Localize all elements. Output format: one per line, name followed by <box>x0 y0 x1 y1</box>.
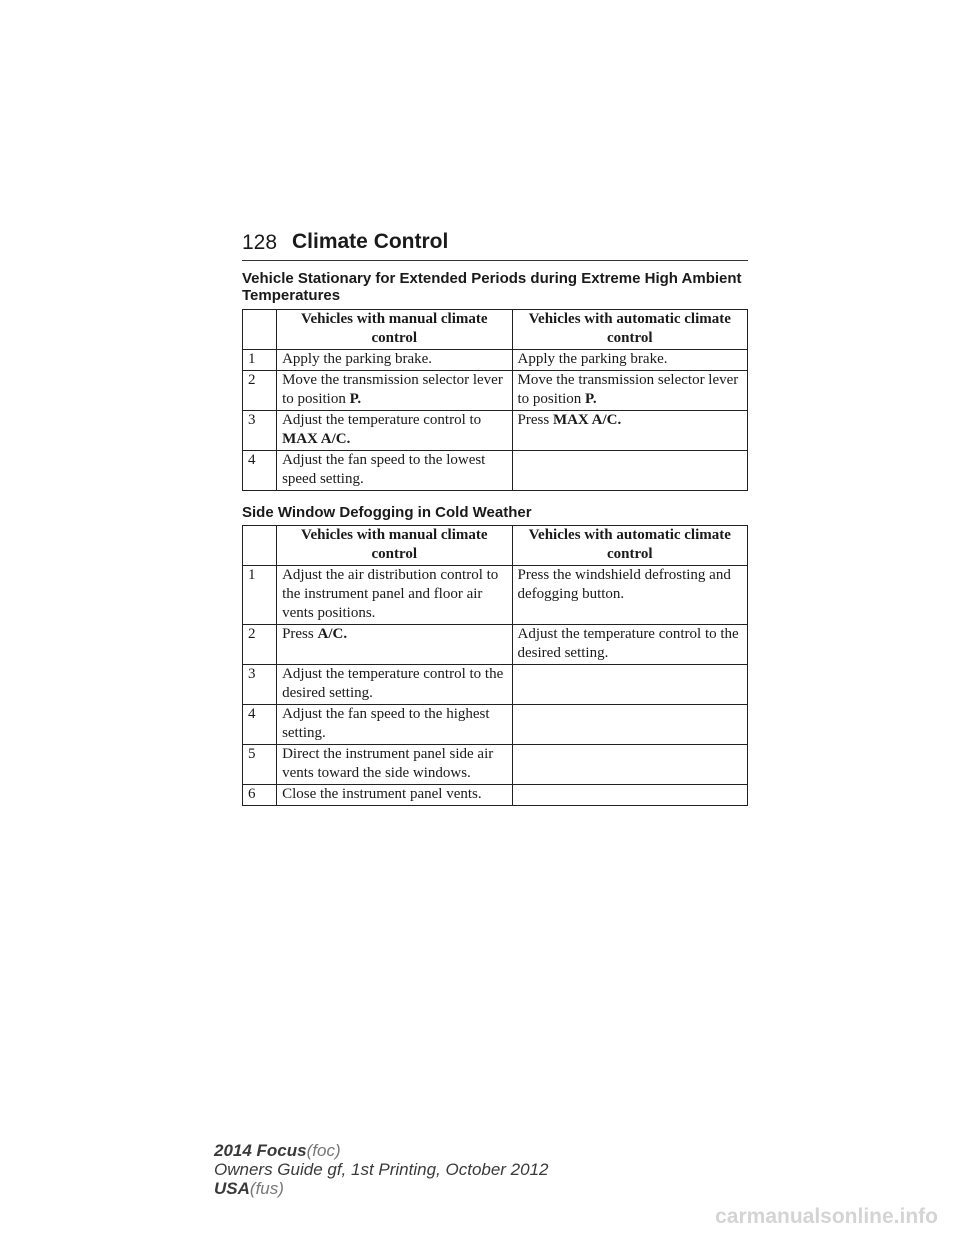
manual-instruction-control-name: MAX A/C. <box>282 431 351 447</box>
step-number: 3 <box>243 665 277 705</box>
table-row <box>243 566 748 625</box>
automatic-instruction-text: Press the windshield defrosting and defogging button. <box>517 567 731 602</box>
manual-instruction-control-name: P. <box>349 391 362 407</box>
automatic-instruction-control-name: P. <box>585 391 597 407</box>
manual-instruction <box>277 625 512 665</box>
table-row <box>243 451 748 491</box>
manual-instruction-text: Adjust the fan speed to the lowest speed setting. <box>282 452 486 487</box>
manual-instruction <box>277 411 512 451</box>
footer-line-guide: Owners Guide gf, 1st Printing, October 2012 <box>214 1160 549 1179</box>
step-number: 4 <box>243 451 277 491</box>
step-number: 2 <box>243 371 277 411</box>
manual-instruction-text: Adjust the fan speed to the highest setting. <box>282 706 490 741</box>
manual-instruction-text: Direct the instrument panel side air vents toward the side windows. <box>282 746 494 781</box>
section-title: Climate Control <box>292 230 449 253</box>
automatic-instruction <box>512 451 747 491</box>
table-row <box>243 371 748 411</box>
table-row <box>243 785 748 806</box>
page-header <box>242 229 748 261</box>
table-header-row <box>243 526 748 566</box>
step-number: 6 <box>243 785 277 806</box>
manual-instruction <box>277 665 512 705</box>
manual-instruction-text: Apply the parking brake. <box>282 351 433 367</box>
automatic-instruction <box>512 625 747 665</box>
automatic-instruction <box>512 566 747 625</box>
table-heading-extreme-heat: Vehicle Stationary for Extended Periods during Extreme High Ambient Temperatures <box>242 270 742 304</box>
automatic-instruction-text: Apply the parking brake. <box>517 351 668 367</box>
automatic-instruction-control-name: MAX A/C. <box>552 412 622 428</box>
step-column-header <box>243 526 277 566</box>
automatic-column-header: Vehicles with automatic climate control <box>512 310 747 350</box>
automatic-instruction-text: Move the transmission selector lever to position <box>517 372 739 407</box>
manual-instruction <box>277 350 512 371</box>
table-heading-side-window-defogging: Side Window Defogging in Cold Weather <box>242 504 532 521</box>
footer-line-market: USA(fus) <box>214 1179 284 1198</box>
table-row <box>243 665 748 705</box>
automatic-instruction <box>512 785 747 806</box>
step-number: 2 <box>243 625 277 665</box>
defogging-table <box>242 525 748 806</box>
manual-instruction-text: Close the instrument panel vents. <box>282 786 482 802</box>
automatic-instruction <box>512 411 747 451</box>
step-number: 3 <box>243 411 277 451</box>
automatic-column-header: Vehicles with automatic climate control <box>512 526 747 566</box>
manual-column-header: Vehicles with manual climate control <box>277 526 512 566</box>
step-column-header <box>243 310 277 350</box>
manual-instruction <box>277 785 512 806</box>
step-number: 1 <box>243 350 277 371</box>
footer-line-model: 2014 Focus(foc) <box>214 1141 341 1160</box>
automatic-instruction <box>512 350 747 371</box>
table-row <box>243 350 748 371</box>
manual-instruction-text: Adjust the temperature control to <box>282 412 482 428</box>
table-row <box>243 705 748 745</box>
table-row <box>243 745 748 785</box>
manual-instruction-control-name: A/C. <box>317 626 348 642</box>
manual-instruction-text: Adjust the temperature control to the desired setting. <box>282 666 504 701</box>
manual-instruction-text: Adjust the air distribution control to the instrument panel and floor air vents positions. <box>282 567 499 621</box>
automatic-instruction <box>512 705 747 745</box>
table-row <box>243 625 748 665</box>
manual-instruction <box>277 566 512 625</box>
site-watermark: carmanualsonline.info <box>715 1205 938 1228</box>
extreme-heat-table <box>242 309 748 491</box>
automatic-instruction <box>512 665 747 705</box>
step-number: 1 <box>243 566 277 625</box>
automatic-instruction-text: Press <box>517 412 553 428</box>
document-footer <box>214 1141 549 1198</box>
step-number: 4 <box>243 705 277 745</box>
table-row <box>243 411 748 451</box>
manual-instruction-text: Move the transmission selector lever to position <box>282 372 503 407</box>
automatic-instruction-text: Adjust the temperature control to the desired setting. <box>517 626 739 661</box>
manual-instruction <box>277 745 512 785</box>
manual-instruction <box>277 371 512 411</box>
step-number: 5 <box>243 745 277 785</box>
table-header-row <box>243 310 748 350</box>
automatic-instruction <box>512 745 747 785</box>
manual-instruction-text: Press <box>282 626 318 642</box>
page-number: 128 <box>242 231 278 254</box>
manual-column-header: Vehicles with manual climate control <box>277 310 512 350</box>
manual-instruction <box>277 705 512 745</box>
automatic-instruction <box>512 371 747 411</box>
manual-instruction <box>277 451 512 491</box>
